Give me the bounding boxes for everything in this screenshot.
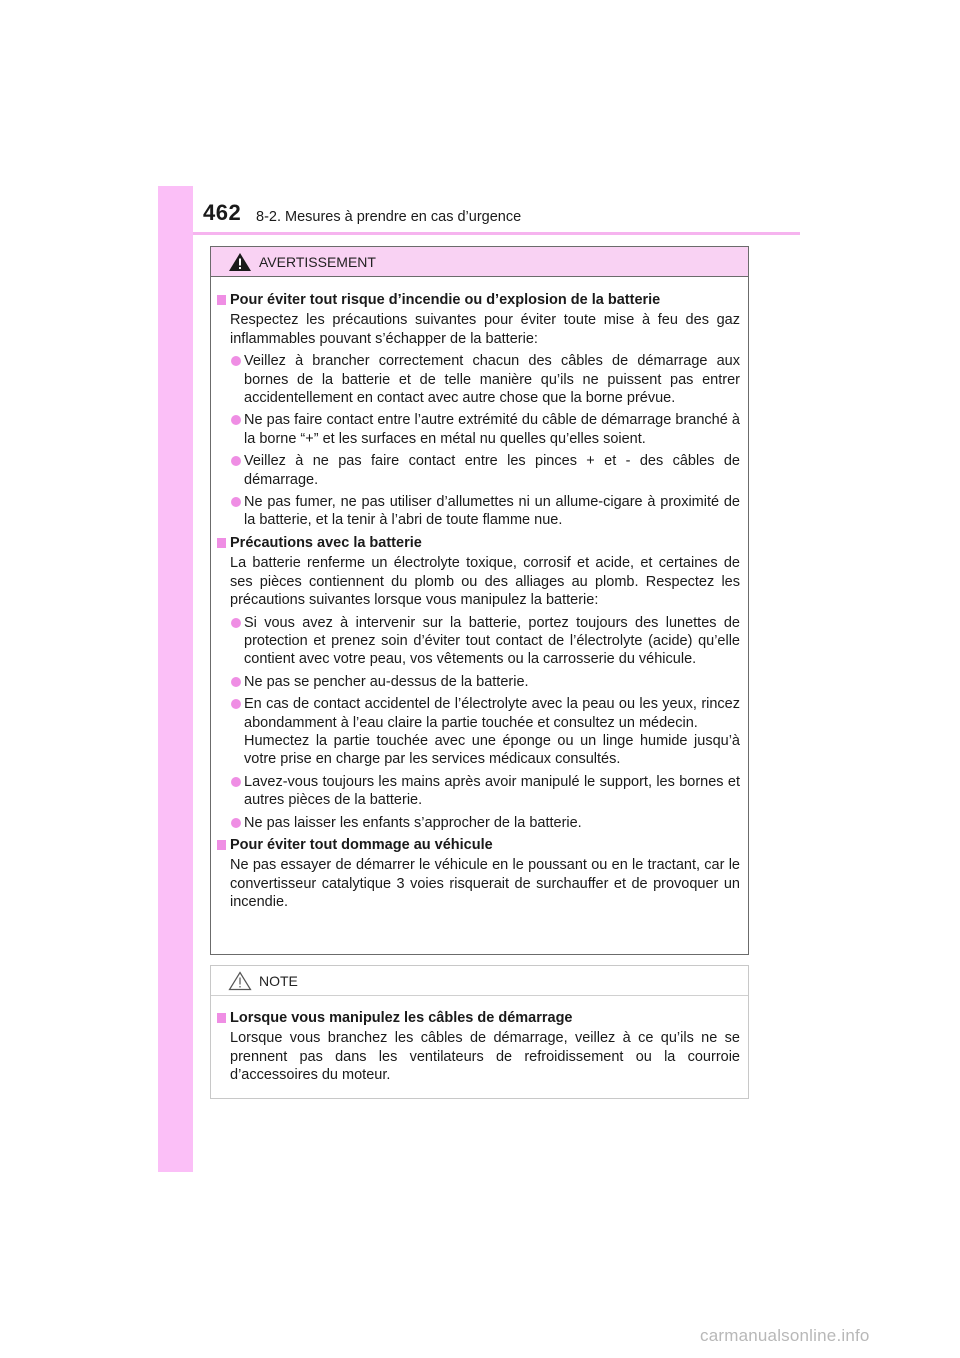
warning-section-intro: Ne pas essayer de démarrer le véhicule en le poussant ou en le tractant, car le convertisseur catalytique 3 voies risquerait de surchauffer et de provoquer un incendie. — [230, 857, 740, 911]
round-bullet-icon — [231, 497, 241, 507]
warning-box — [210, 246, 749, 955]
warning-title: AVERTISSEMENT — [259, 253, 376, 270]
note-header — [211, 966, 748, 996]
note-body — [211, 996, 748, 1085]
square-bullet-icon — [217, 1013, 226, 1023]
warning-section-heading: Pour éviter tout dommage au véhicule — [217, 836, 740, 854]
warning-section-heading: Précautions avec la batterie — [217, 534, 740, 552]
round-bullet-icon — [231, 618, 241, 628]
list-item: Ne pas laisser les enfants s’approcher de la batterie. — [217, 814, 740, 832]
round-bullet-icon — [231, 356, 241, 366]
warning-triangle-icon — [228, 252, 252, 272]
note-box — [210, 965, 749, 1099]
round-bullet-icon — [231, 456, 241, 466]
chapter-side-tab — [158, 186, 193, 1172]
list-item: Veillez à brancher correctement chacun des câbles de démarrage aux bornes de la batterie et de telle manière qu’ils ne puissent pas entrer accidentellement en contact avec autre chose que la borne prévue. — [217, 352, 740, 407]
round-bullet-icon — [231, 777, 241, 787]
warning-section-intro: La batterie renferme un électrolyte toxique, corrosif et acide, et certaines de ses pièces contiennent du plomb ou des alliages au plomb. Respectez les précautions suivantes lorsque vous manipulez la batterie: — [230, 555, 740, 609]
watermark: carmanualsonline.info — [700, 1326, 870, 1345]
note-title: NOTE — [259, 972, 298, 989]
note-heading: Lorsque vous manipulez les câbles de démarrage — [217, 1009, 740, 1027]
list-item: Lavez-vous toujours les mains après avoir manipulé le support, les bornes et autres pièces de la batterie. — [217, 773, 740, 810]
warning-header — [211, 247, 748, 277]
list-item: Veillez à ne pas faire contact entre les pinces + et - des câbles de démarrage. — [217, 452, 740, 489]
caution-triangle-outline-icon — [228, 971, 252, 991]
warning-body — [211, 277, 748, 912]
round-bullet-icon — [231, 818, 241, 828]
warning-section-heading: Pour éviter tout risque d’incendie ou d’explosion de la batterie — [217, 291, 740, 309]
list-item: En cas de contact accidentel de l’électrolyte avec la peau ou les yeux, rincez abondamment à l’eau claire la partie touchée et consultez un médecin. Humectez la partie touchée avec une éponge ou un linge humide jusqu’à votre prise en charge par les services médicaux consultés. — [217, 695, 740, 769]
note-text: Lorsque vous branchez les câbles de démarrage, veillez à ce qu’ils ne se prennent pas dans les ventilateurs de refroidissement ou la courroie d’accessoires du moteur. — [230, 1030, 740, 1084]
square-bullet-icon — [217, 538, 226, 548]
section-title: 8-2. Mesures à prendre en cas d’urgence — [256, 209, 522, 225]
warning-section-intro: Respectez les précautions suivantes pour éviter toute mise à feu des gaz inflammables pouvant s’échapper de la batterie: — [230, 312, 740, 347]
round-bullet-icon — [231, 415, 241, 425]
square-bullet-icon — [217, 840, 226, 850]
list-item: Si vous avez à intervenir sur la batterie, portez toujours des lunettes de protection et prenez soin d’éviter tout contact de l’électrolyte (acide) qu’elle contient avec votre peau, vos vêtements ou la carrosserie du véhicule. — [217, 614, 740, 669]
header-rule — [193, 232, 800, 235]
round-bullet-icon — [231, 699, 241, 709]
list-item: Ne pas se pencher au-dessus de la batterie. — [217, 673, 740, 691]
round-bullet-icon — [231, 677, 241, 687]
list-item: Ne pas fumer, ne pas utiliser d’allumettes ni un allume-cigare à proximité de la batterie, et la tenir à l’abri de toute flamme nue. — [217, 493, 740, 530]
square-bullet-icon — [217, 295, 226, 305]
list-item: Ne pas faire contact entre l’autre extrémité du câble de démarrage branché à la borne “+” et les surfaces en métal nu quelles qu’elles soient. — [217, 411, 740, 448]
page-number: 462 — [203, 200, 242, 225]
